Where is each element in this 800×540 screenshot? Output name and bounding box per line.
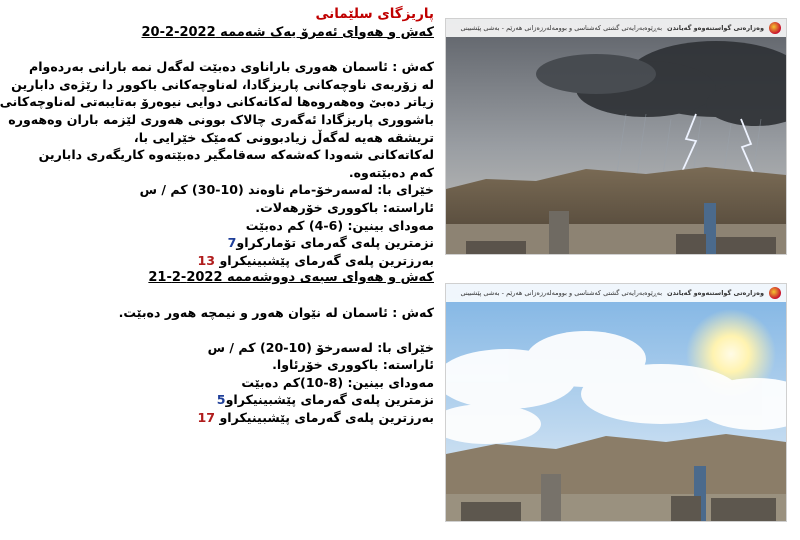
day1-max-temp bbox=[6, 252, 434, 270]
day1-wind-direction: ئاراستە: باکووری خۆرهەلات. bbox=[255, 199, 434, 215]
cloudy-scene bbox=[446, 284, 786, 521]
day1-min-temp-label: نزمترین پلەی گەرمای تۆمارکراو bbox=[236, 235, 434, 251]
forecast-text bbox=[0, 6, 434, 536]
government-emblem-icon bbox=[769, 22, 781, 34]
image-banner-top bbox=[446, 19, 786, 37]
image-banner-bottom bbox=[446, 284, 786, 302]
station-title: پاریزگای سلێمانی bbox=[315, 6, 434, 22]
banner-ministry: وەزارەتی گواستنەوەو گەیاندن bbox=[667, 24, 764, 32]
day1-description-line: لە زۆربەی ناوچەکانی پاریزگادا، لەناوچەکانی باکوور دا رێژەی دابارین bbox=[11, 76, 434, 92]
day2-date-heading: کەش و هەوای سبەی دووشەممە 2022-2-21 bbox=[148, 270, 434, 286]
banner-directorate: بەڕێوەبەرایەتی گشتی کەشناسی و بوومەلەرزەزانی هەرێم - بەشی پێشبینی bbox=[460, 289, 663, 297]
day2-max-temp bbox=[6, 409, 434, 427]
day1-min-temp bbox=[6, 234, 434, 252]
day2-max-temp-value: 17 bbox=[197, 409, 216, 425]
day2-description: کەش : ئاسمان لە نێوان هەور و نیمچە هەور دەبێت. bbox=[118, 304, 434, 320]
day2-max-temp-label: بەرزترین پلەی گەرمای پێشبینیکراو bbox=[215, 409, 434, 425]
day2-min-temp bbox=[6, 391, 434, 409]
day1-description-line: زیاتر دەبێ وەهەروەها لەکاتەکانی دوایی نیوەرۆ بەتایبەتی لەناوچەکانی bbox=[0, 94, 434, 110]
day1-date-heading: کەش و هەوای ئەمرۆ یەک شەممە 2022-2-20 bbox=[141, 24, 434, 40]
government-emblem-icon bbox=[769, 287, 781, 299]
day1-visibility: مەودای بینین: (6-4) کم دەبێت bbox=[245, 217, 434, 233]
day2-min-temp-value: 5 bbox=[216, 392, 226, 408]
banner-ministry: وەزارەتی گواستنەوەو گەیاندن bbox=[667, 289, 764, 297]
day1-max-temp-value: 13 bbox=[197, 252, 216, 268]
day1-max-temp-label: بەرزترین پلەی گەرمای پێشبینیکراو bbox=[215, 252, 434, 268]
day2-min-temp-label: نزمترین پلەی گەرمای پێشبینیکراو bbox=[225, 392, 434, 408]
day2-wind-speed: خێرای با: لەسەرخۆ (10-20) کم / س bbox=[207, 339, 434, 355]
partly-cloudy-image bbox=[445, 283, 787, 522]
day1-description-line: لەکاتەکانی شەودا کەشەکە سەقامگیر دەبێتەوە کاریگەری دابارین bbox=[38, 147, 434, 163]
day1-description-line: باشووری پاریزگادا ئەگەری چالاک بوونی هەوری لێزمە باران وەهەورە bbox=[8, 111, 434, 127]
day2-wind-direction: ئاراستە: باکووری خۆرئاوا. bbox=[272, 357, 434, 373]
day1-description-line: کەم دەبێتەوە. bbox=[348, 164, 434, 180]
day1-description-line: تریشقە هەیە لەگەڵ زیادبوونی کەمێک خێرایی با، bbox=[133, 129, 434, 145]
storm-weather-image bbox=[445, 18, 787, 255]
day1-wind-speed: خێرای با: لەسەرخۆ-مام ناوەند (10-30) کم / س bbox=[139, 182, 434, 198]
banner-directorate: بەڕێوەبەرایەتی گشتی کەشناسی و بوومەلەرزەزانی هەرێم - بەشی پێشبینی bbox=[460, 24, 663, 32]
day1-description-line: کەش : ئاسمان هەوری باراناوی دەبێت لەگەل نمە بارانی بەردەوام bbox=[29, 59, 434, 75]
day1-min-temp-value: 7 bbox=[227, 235, 237, 251]
day2-visibility: مەودای بینین: (8-10)کم دەبێت bbox=[241, 374, 434, 390]
storm-scene bbox=[446, 19, 786, 254]
day1-description bbox=[0, 58, 434, 181]
